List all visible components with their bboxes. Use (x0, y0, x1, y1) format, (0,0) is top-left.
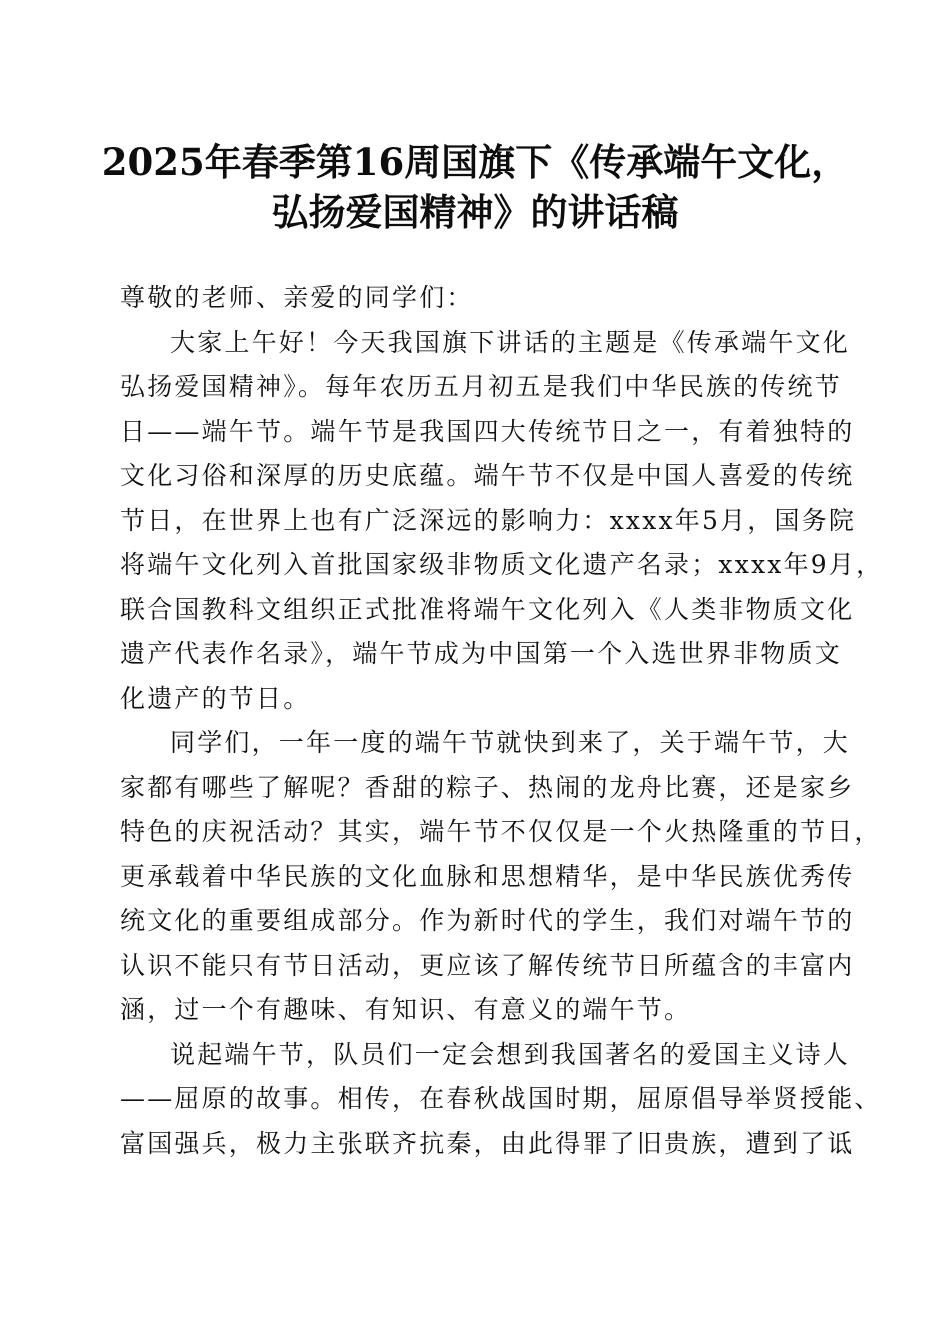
paragraph-1 (120, 321, 884, 722)
paragraph-line: 将端午文化列入首批国家级非物质文化遗产名录；xxxx年9月， (120, 550, 884, 579)
salutation: 尊敬的老师、亲爱的同学们： (120, 283, 474, 312)
paragraph-line: ——屈原的故事。相传，在春秋战国时期，屈原倡导举贤授能、 (120, 1084, 882, 1113)
paragraph-line: 特色的庆祝活动？其实，端午节不仅仅是一个火热隆重的节日， (120, 817, 882, 846)
paragraph-line: 文化习俗和深厚的历史底蕴。端午节不仅是中国人喜爱的传统 (120, 461, 855, 490)
paragraph-line: 家都有哪些了解呢？香甜的粽子、热闹的龙舟比赛，还是家乡 (120, 772, 855, 802)
paragraph-line: 同学们，一年一度的端午节就快到来了，关于端午节，大 (170, 728, 851, 757)
paragraph-line: 统文化的重要组成部分。作为新时代的学生，我们对端午节的 (120, 906, 855, 935)
paragraph-line: 涵，过一个有趣味、有知识、有意义的端午节。 (120, 995, 692, 1024)
paragraph-line: 大家上午好！今天我国旗下讲话的主题是《传承端午文化 (170, 327, 851, 357)
document-body (120, 276, 884, 1166)
paragraph-line: 弘扬爱国精神》。每年农历五月初五是我们中华民族的传统节 (120, 372, 842, 401)
document-title-line-1: 2025年春季第16周国旗下《传承端午文化， (101, 140, 849, 184)
paragraph-line: 联合国教科文组织正式批准将端午文化列入《人类非物质文化 (120, 594, 855, 624)
paragraph-line: 说起端午节，队员们一定会想到我国著名的爱国主义诗人 (170, 1039, 851, 1069)
paragraph-line: 富国强兵，极力主张联齐抗秦，由此得罪了旧贵族，遭到了诋 (120, 1128, 855, 1158)
paragraph-line: 认识不能只有节日活动，更应该了解传统节日所蕴含的丰富内 (120, 950, 855, 980)
paragraph-3 (120, 1033, 882, 1167)
paragraph-line: 日——端午节。端午节是我国四大传统节日之一，有着独特的 (120, 416, 855, 446)
paragraph-2 (120, 721, 882, 1033)
paragraph-line: 更承载着中华民族的文化血脉和思想精华，是中华民族优秀传 (120, 861, 855, 891)
paragraph-line: 节日，在世界上也有广泛深远的影响力：xxxx年5月，国务院 (120, 505, 857, 535)
document-title-line-2: 弘扬爱国精神》的讲话稿 (271, 190, 679, 234)
paragraph-line: 化遗产的节日。 (120, 683, 311, 713)
paragraph-line: 遗产代表作名录》，端午节成为中国第一个入选世界非物质文 (120, 639, 842, 668)
